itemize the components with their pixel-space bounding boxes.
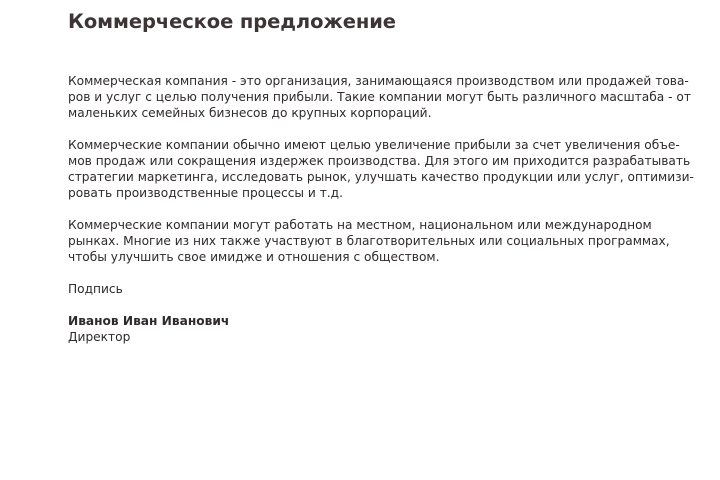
paragraph-line: чтобы улучшить свое имидже и отношения с обществом. xyxy=(68,250,440,264)
paragraph-2 xyxy=(68,137,694,201)
paragraph-line: Коммерческие компании могут работать на местном, национальном или международном xyxy=(68,218,652,232)
paragraph-1 xyxy=(68,73,691,121)
paragraph-line: маленьких семейных бизнесов до крупных корпораций. xyxy=(68,106,432,120)
paragraph-line: стратегии маркетинга, исследовать рынок, улучшать качество продукции или услуг, оптимизи- xyxy=(68,170,694,184)
paragraph-line: Коммерческие компании обычно имеют целью увеличение прибыли за счет увеличения объе- xyxy=(68,138,680,152)
paragraph-line: Коммерческая компания - это организация, занимающаяся производством или продажей това- xyxy=(68,74,689,88)
signer-position: Директор xyxy=(68,330,131,344)
paragraph-line: ров и услуг с целью получения прибыли. Такие компании могут быть различного масштаба - от xyxy=(68,90,691,104)
signature-block xyxy=(68,313,668,345)
document-body xyxy=(68,73,694,345)
paragraph-line: ровать производственные процессы и т.д. xyxy=(68,186,343,200)
signature-label: Подпись xyxy=(68,282,123,296)
paragraph-line: мов продаж или сокращения издержек производства. Для этого им приходится разрабатывать xyxy=(68,154,691,168)
paragraph-line: рынках. Многие из них также участвуют в благотворительных или социальных программах, xyxy=(68,234,670,248)
signer-name: Иванов Иван Иванович xyxy=(68,314,230,328)
paragraph-3 xyxy=(68,217,668,265)
document-title: Коммерческое предложение xyxy=(68,10,396,33)
